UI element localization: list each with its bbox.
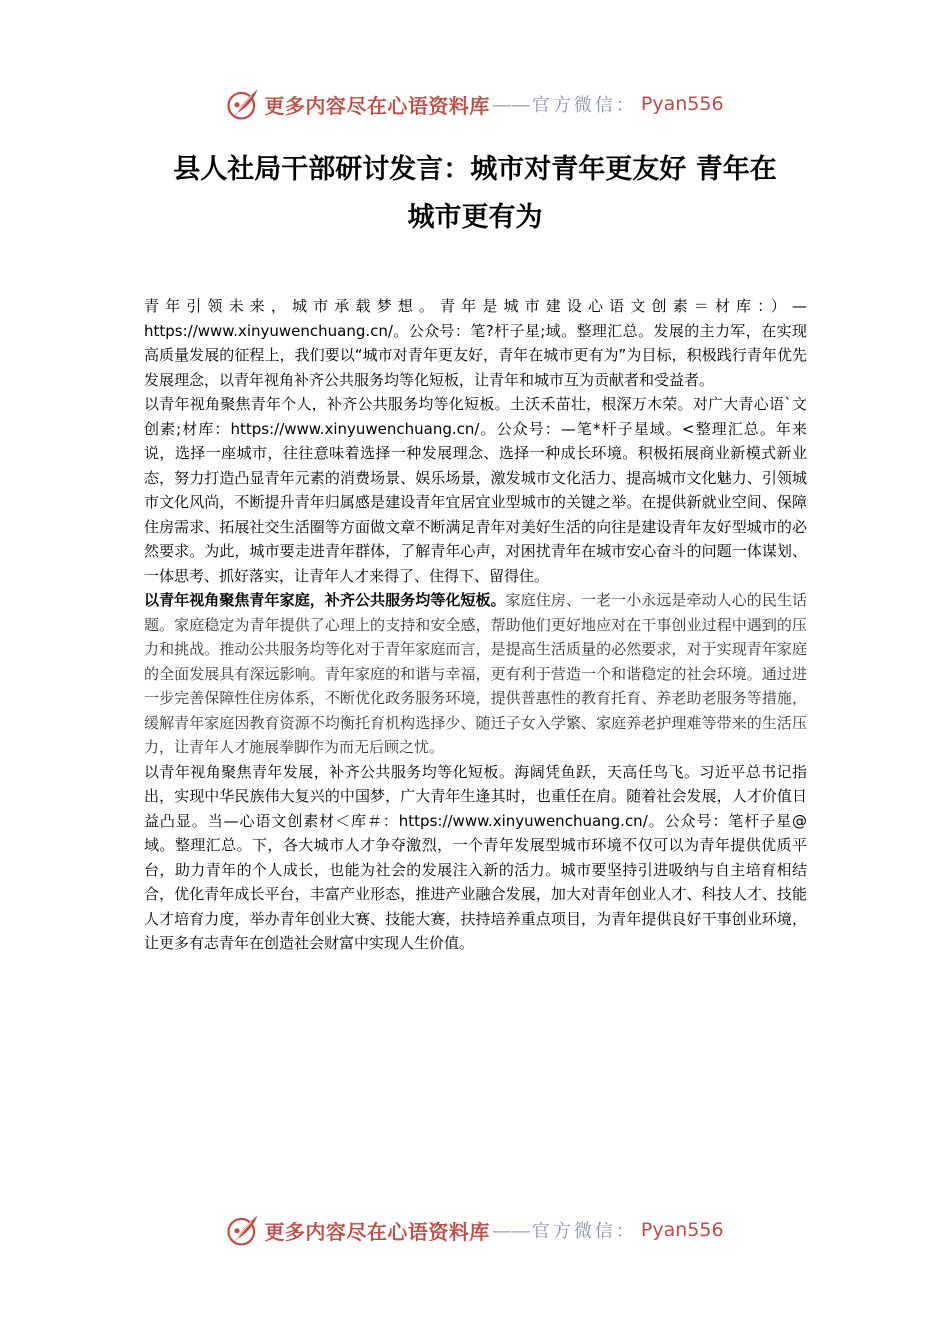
banner-wechat-label: 官方微信： xyxy=(531,1221,637,1242)
banner-wechat-label: 官方微信： xyxy=(531,95,637,116)
title-line-2: 城市更有为 xyxy=(407,202,543,233)
banner-wechat-id: Pyan556 xyxy=(640,1219,724,1241)
page-title xyxy=(120,146,830,242)
title-line-1: 县人社局干部研讨发言：城市对青年更友好 青年在 xyxy=(173,154,777,185)
banner-dash: —— xyxy=(491,1218,530,1242)
article-body xyxy=(144,294,807,956)
quill-logo-icon xyxy=(226,87,260,121)
paragraph-family-text: 家庭住房、一老一小永远是牵动人心的民生话题。家庭稳定为青年提供了心理上的支持和安全感，帮助他们更好地应对在干事创业过程中遇到的压力和挑战。推动公共服务均等化对于青年家庭而言，是提高生活质量的必然要求，对于实现青年家庭的全面发展具有深远影响。青年家庭的和谐与幸福，更有利于营造一个和谐稳定的社会环境。通过进一步完善保障性住房体系，不断优化政务服务环境，提供普惠性的教育托育、养老助老服务等措施，缓解青年家庭因教育资源不均衡托育机构选择少、随迁子女入学繁、家庭养老护理难等带来的生活压力，让青年人才施展拳脚作为而无后顾之忧。 xyxy=(144,591,807,756)
banner-dash: —— xyxy=(491,92,530,116)
banner-main-text: 更多内容尽在心语资料库 xyxy=(264,93,490,118)
paragraph-family-lead: 以青年视角聚焦青年家庭，补齐公共服务均等化短板。 xyxy=(144,591,506,609)
header-banner xyxy=(0,84,950,124)
paragraph-development: 以青年视角聚焦青年发展，补齐公共服务均等化短板。海阔凭鱼跃，天高任鸟飞。习近平总书记指出，实现中华民族伟大复兴的中国梦，广大青年生逢其时，也重任在肩。随着社会发展，人才价值日益凸显。当—心语文创素材＜库＃：https://www.xinyuwenchuang.cn/。公众号：笔杆子星@域。整理汇总。下，各大城市人才争夺激烈，一个青年发展型城市环境不仅可以为青年提供优质平台，助力青年的个人成长，也能为社会的发展注入新的活力。城市要坚持引进吸纳与自主培育相结合，优化青年成长平台，丰富产业形态，推进产业融合发展，加大对青年创业人才、科技人才、技能人才培育力度，举办青年创业大赛、技能大赛，扶持培养重点项目，为青年提供良好干事创业环境，让更多有志青年在创造社会财富中实现人生价值。 xyxy=(144,762,807,952)
paragraph-intro: 青年引领未来，城市承载梦想。青年是城市建设心语文创素＝材库：）—https://www.xinyuwenchuang.cn/。公众号：笔?杆子星;域。整理汇总。发展的主力军，在实现高质量发展的征程上，我们要以“城市对青年更友好，青年在城市更有为”为目标，积极践行青年优先发展理念，以青年视角补齐公共服务均等化短板，让青年和城市互为贡献者和受益者。 xyxy=(144,297,807,389)
footer-banner xyxy=(0,1210,950,1250)
quill-logo-icon xyxy=(226,1213,260,1247)
paragraph-family xyxy=(144,588,807,760)
banner-main-text: 更多内容尽在心语资料库 xyxy=(264,1219,490,1244)
banner-wechat-id: Pyan556 xyxy=(640,93,724,115)
paragraph-individual: 以青年视角聚焦青年个人，补齐公共服务均等化短板。土沃禾苗壮，根深万木荣。对广大青心语`文创素;材库：https://www.xinyuwenchuang.cn/。公众号：—笔*杆子星域。<整理汇总。年来说，选择一座城市，往往意味着选择一种发展理念、选择一种成长环境。积极拓展商业新模式新业态，努力打造凸显青年元素的消费场景、娱乐场景，激发城市文化活力、提高城市文化魅力、引领城市文化风尚，不断提升青年归属感是建设青年宜居宜业型城市的关键之举。在提供新就业空间、保障住房需求、拓展社交生活圈等方面做文章不断满足青年对美好生活的向往是建设青年友好型城市的必然要求。为此，城市要走进青年群体，了解青年心声，对困扰青年在城市安心奋斗的问题一体谋划、一体思考、抓好落实，让青年人才来得了、住得下、留得住。 xyxy=(144,395,807,585)
